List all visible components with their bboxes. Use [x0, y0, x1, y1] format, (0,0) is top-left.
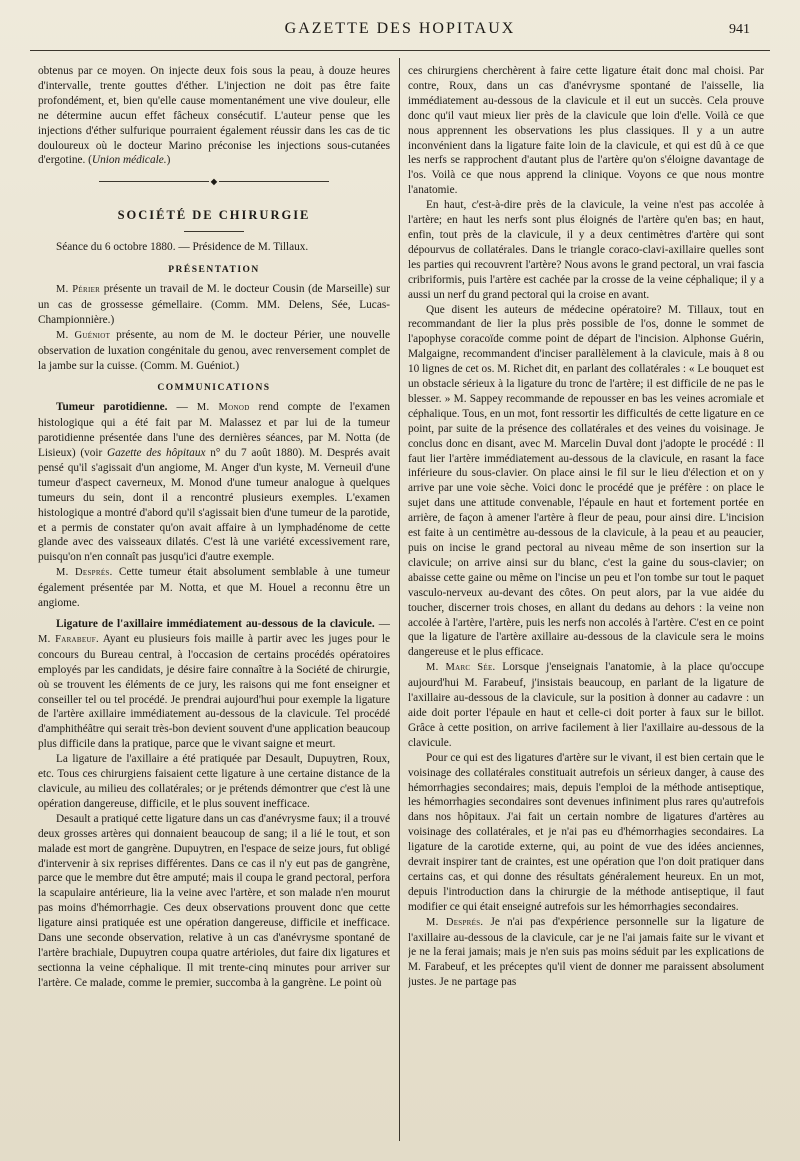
ligature-paragraph: Ligature de l'axillaire immédiatement au-dessous de la clavicule. — M. Farabeuf. Ayant eu plusieurs fois maille à partir avec les juges pour le concours du Bureau central, à l'occasion de certains procédés opératoires employés par les candidats, je désire faire connaître à la Société de chirurgie, où se trouvent les éléments de ce jury, les raisons qui me font enseigner et conseiller tel ou tel procédé. Je prendrai aujourd'hui pour exemple la ligature de l'artère axillaire immédiatement au-dessous de la clavicule. Tel procédé d'amphithéâtre qui serait très-bon devient souvent d'une application beaucoup plus difficile dans la pratique, parce que le vivant saigne et meurt. — [38, 618, 390, 751]
communications-heading: COMMUNICATIONS — [157, 383, 271, 394]
paragraph-auteurs: Que disent les auteurs de médecine opératoire? M. Tillaux, tout en recommandant de lier la plus près possible de l'os, donne le sommet de l'apophyse coracoïde comme point de départ de l'incision. Alphonse Guérin, Malgaigne, recommandent d'inciser parallèlement à la clavicule, mais à 8 ou 10 lignes de cet os. M. Richet dit, en parlant des collatérales : « Le bouquet est un obstacle sérieux à la ligature du tronc de l'artère; il est difficile de ne pas le blesser. » M. Sappey recommande de repousser en bas les veines acromiale et céphalique. Tous, en un mot, font ressortir les difficultés de cette ligature en ce point, par suite de la présence des collatérales et des veines du voisinage. Je conclus donc en disant, avec M. Marcelin Duval dont j'adopte le procédé : Il faut lier l'artère immédiatement au-dessous de la clavicule, en rasant la face inférieure du sous-clavier. On place ainsi le fil sur le lieu d'élection et on y arrive par une voie sèche. Voici donc le procédé que je préfère : on place le sujet dans une attitude convenable, l'épaule en haut et fortement portée en arrière, de façon à amener l'artère à fleur de peau, pour ainsi dire. L'incision est faite à un centimètre au-dessous de la clavicule, à la peau et au peaucier, puis on incise le grand pectoral au niveau même de son insertion sur la clavicule; on arrive ainsi sur du blanc, c'est la gaine du sous-clavier; on abaisse cette gaine ou même on l'incise un peu et l'on tombe sur tout le paquet vasculo-nerveux au-devant des côtes. On peut alors, par la vue aidée du toucher, discerner trois choses, en allant du dedans au dehors : la veine non accolée à l'artère, l'artère, puis les nerfs non accolés à l'artère. C'est en ce point que la ligature de l'artère axillaire au-dessous de la clavicule sera le moins dangereuse et le plus efficace. — [408, 303, 764, 659]
paragraph-anatomie: En haut, c'est-à-dire près de la clavicule, la veine n'est pas accolée à l'artère; en haut les nerfs sont plus éloignés de l'artère qu'en bas; en haut, enfin, tout près de la clavicule, il y a deux centimètres d'artère qui sont dépourvus de collatérales. Dans le triangle coraco-clavi-axillaire quelles sont les parties qui recouvrent l'artère? Nous avons le grand pectoral, un vrai fascia cribriformis, puis l'artère est cachée par la crosse de la veine céphalique; il y a aussi un nerf du grand pectoral qui la croise en avant. — [408, 199, 764, 301]
paragraph-antiseptique: Pour ce qui est des ligatures d'artère sur le vivant, il est bien certain que le voisinage des collatérales constituait autrefois un sérieux danger, à cause des hémorrhagies secondaires; mais, depuis l'emploi de la méthode antiseptique, les hémorrhagies secondaires sont devenues infiniment plus rares qu'autrefois dans nos hôpitaux. J'ai fait un certain nombre de ligatures d'artères au voisinage des collatérales, et je n'ai pas eu d'hémorrhagies secondaires. La ligature de la carotide externe, qui, au point de vue des idées anciennes, devrait inspirer tant de craintes, est une opération que l'on doit pratiquer dans certains cas, et qui donne des résultats généralement heureux. En un mot, depuis l'introduction dans la chirurgie de la méthode antiseptique, il faut modifier ce qui était enseigné autrefois sur les hémorrhagies secondaires. — [408, 751, 764, 913]
paragraph-despres: M. Després. Je n'ai pas d'expérience personnelle sur la ligature de l'axillaire au-dessous de la clavicule, car je ne l'ai jamais faite sur le vivant et je ne la ferai jamais; mais je n'en suis pas moins séduit par les explications de M. Farabeuf, et les préceptes qu'il vient de donner me paraissent absolument justes. Je ne partage pas — [408, 915, 764, 989]
presentation-perier: M. Périer présente un travail de M. le docteur Cousin (de Marseille) sur un cas de grossesse gémellaire. (Comm. MM. Delens, Sée, Lucas-Championnière.) — [38, 282, 390, 326]
presentation-heading: PRÉSENTATION — [168, 265, 260, 276]
seance-line: Séance du 6 octobre 1880. — Présidence de M. Tillaux. — [56, 241, 309, 254]
despres-remark: M. Després. Cette tumeur était absolument semblable à une tumeur également présentée par M. Notta, et que M. Houel a reconnu être un angiome. — [38, 566, 390, 610]
ornament-divider: ◆ — [38, 174, 390, 190]
paragraph-desault: Desault a pratiqué cette ligature dans un cas d'anévrysme faux; il a trouvé deux grosses artères qui donnaient beaucoup de sang; il a lié le tout, et son malade est mort de gangrène. Dupuytren, en l'espace de seize jours, fut obligé d'intervenir à six reprises différentes. Dans ce cas il n'y eut pas de gangrène, parce que le membre dut être amputé; mais il coupa le grand pectoral, perfora la scapulaire antérieure, lia la veine avec l'artère, et son malade n'en mourut pas moins d'hémorrhagie. Ces deux observations prouvent donc que cette ligature ainsi pratiquée est une opération dangereuse, difficile et inefficace. Dans une seconde observation, relative à un cas d'anévrysme spontané de l'artère brachiale, Dupuytren coupa quatre artérioles, dut faire dix ligatures et sectionna la veine céphalique. Il mit trente-cinq minutes pour arriver sur l'artère. Ce malade, comme le premier, succomba à la gangrène. Le point où — [38, 812, 390, 989]
page-number: 941 — [729, 22, 750, 37]
left-column — [38, 64, 390, 1141]
right-column — [408, 64, 764, 1141]
paragraph-continuation: obtenus par ce moyen. On injecte deux fois sous la peau, à douze heures d'intervalle, trente gouttes d'éther. L'injection ne doit pas être faite profondément, et, bien qu'elle cause momentanément une vive douleur, elle ne détermine aucun effet fâcheux consécutif. L'auteur pense que les injections d'éther sulfurique pourraient également réussir dans les cas de tic douloureux où le docteur Marino préconise les injections sous-cutanées d'ergotine. (Union médicale.) — [38, 65, 390, 167]
journal-title: GAZETTE DES HOPITAUX — [284, 20, 516, 37]
header-rule — [30, 50, 770, 51]
section-rule — [184, 231, 244, 232]
paragraph-roux: ces chirurgiens cherchèrent à faire cette ligature était donc mal choisi. Par contre, Roux, dans un cas d'anévrysme spontané de l'aisselle, lia immédiatement au-dessous de la clavicule et il eut un succès. Cela prouve donc qu'il vaut mieux lier près de la clavicule que loin d'elle. Voilà ce que nous apprennent les observations les plus classiques. Il y a un autre inconvénient dans la ligature faite loin de la clavicule, et qui est dû à ce que les nerfs se rapprochent d'autant plus de l'artère qu'on s'éloigne davantage de l'os. Voilà ce que nous apprend la clinique. Voyons ce que nous montre l'anatomie. — [408, 65, 764, 197]
tumeur-paragraph: Tumeur parotidienne. — M. Monod rend compte de l'examen histologique qui a été fait par M. Malassez et par lui de la tumeur parotidienne présentée dans l'une des dernières séances, par M. Notta (de Lisieux) (voir Gazette des hôpitaux n° du 7 août 1880). M. Després avait pensé qu'il s'agissait d'un angiome, M. Anger d'un kyste, M. Verneuil d'une tumeur d'aspect caverneux, M. Monod d'une tumeur analogue à quelques tumeurs du sein, dont il a rencontré plusieurs exemples. L'examen histologique a montré d'abord qu'il s'agissait bien d'une tumeur de la parotide, et a permis de constater qu'on avait affaire à un lymphadénome de cette glande avec des vaisseaux dilatés. C'est là une variété excessivement rare, puisqu'on n'en connaît pas jusqu'ici d'autre exemple. — [38, 401, 390, 564]
presentation-gueniot: M. Guéniot présente, au nom de M. le docteur Périer, une nouvelle observation de luxation congénitale du genou, avec renversement complet de la jambe sur la cuisse. (Comm. M. Guéniot.) — [38, 328, 390, 372]
column-divider — [399, 58, 400, 1141]
source-citation: Union médicale. — [91, 154, 167, 167]
section-title: SOCIÉTÉ DE CHIRURGIE — [117, 208, 311, 223]
paragraph-marc-see: M. Marc Sée. Lorsque j'enseignais l'anatomie, à la place qu'occupe aujourd'hui M. Farabeuf, j'insistais beaucoup, en parlant de la ligature de l'axillaire au-dessous de la clavicule, sur la position à donner au cadavre : un aide doit porter l'épaule en haut et celle-ci doit porter à faux sur le billot. Grâce à cette position, on arrive facilement à lier l'axillaire au-dessous de la clavicule. — [408, 661, 764, 749]
paragraph-dupuytren: La ligature de l'axillaire a été pratiquée par Desault, Dupuytren, Roux, etc. Tous ces chirurgiens faisaient cette ligature à une certaine distance de la clavicule, au milieu des collatérales; or je prétends démontrer que c'est là une opération dangereuse, difficile, et le plus souvent inefficace. — [38, 753, 390, 810]
page-header — [0, 0, 800, 64]
